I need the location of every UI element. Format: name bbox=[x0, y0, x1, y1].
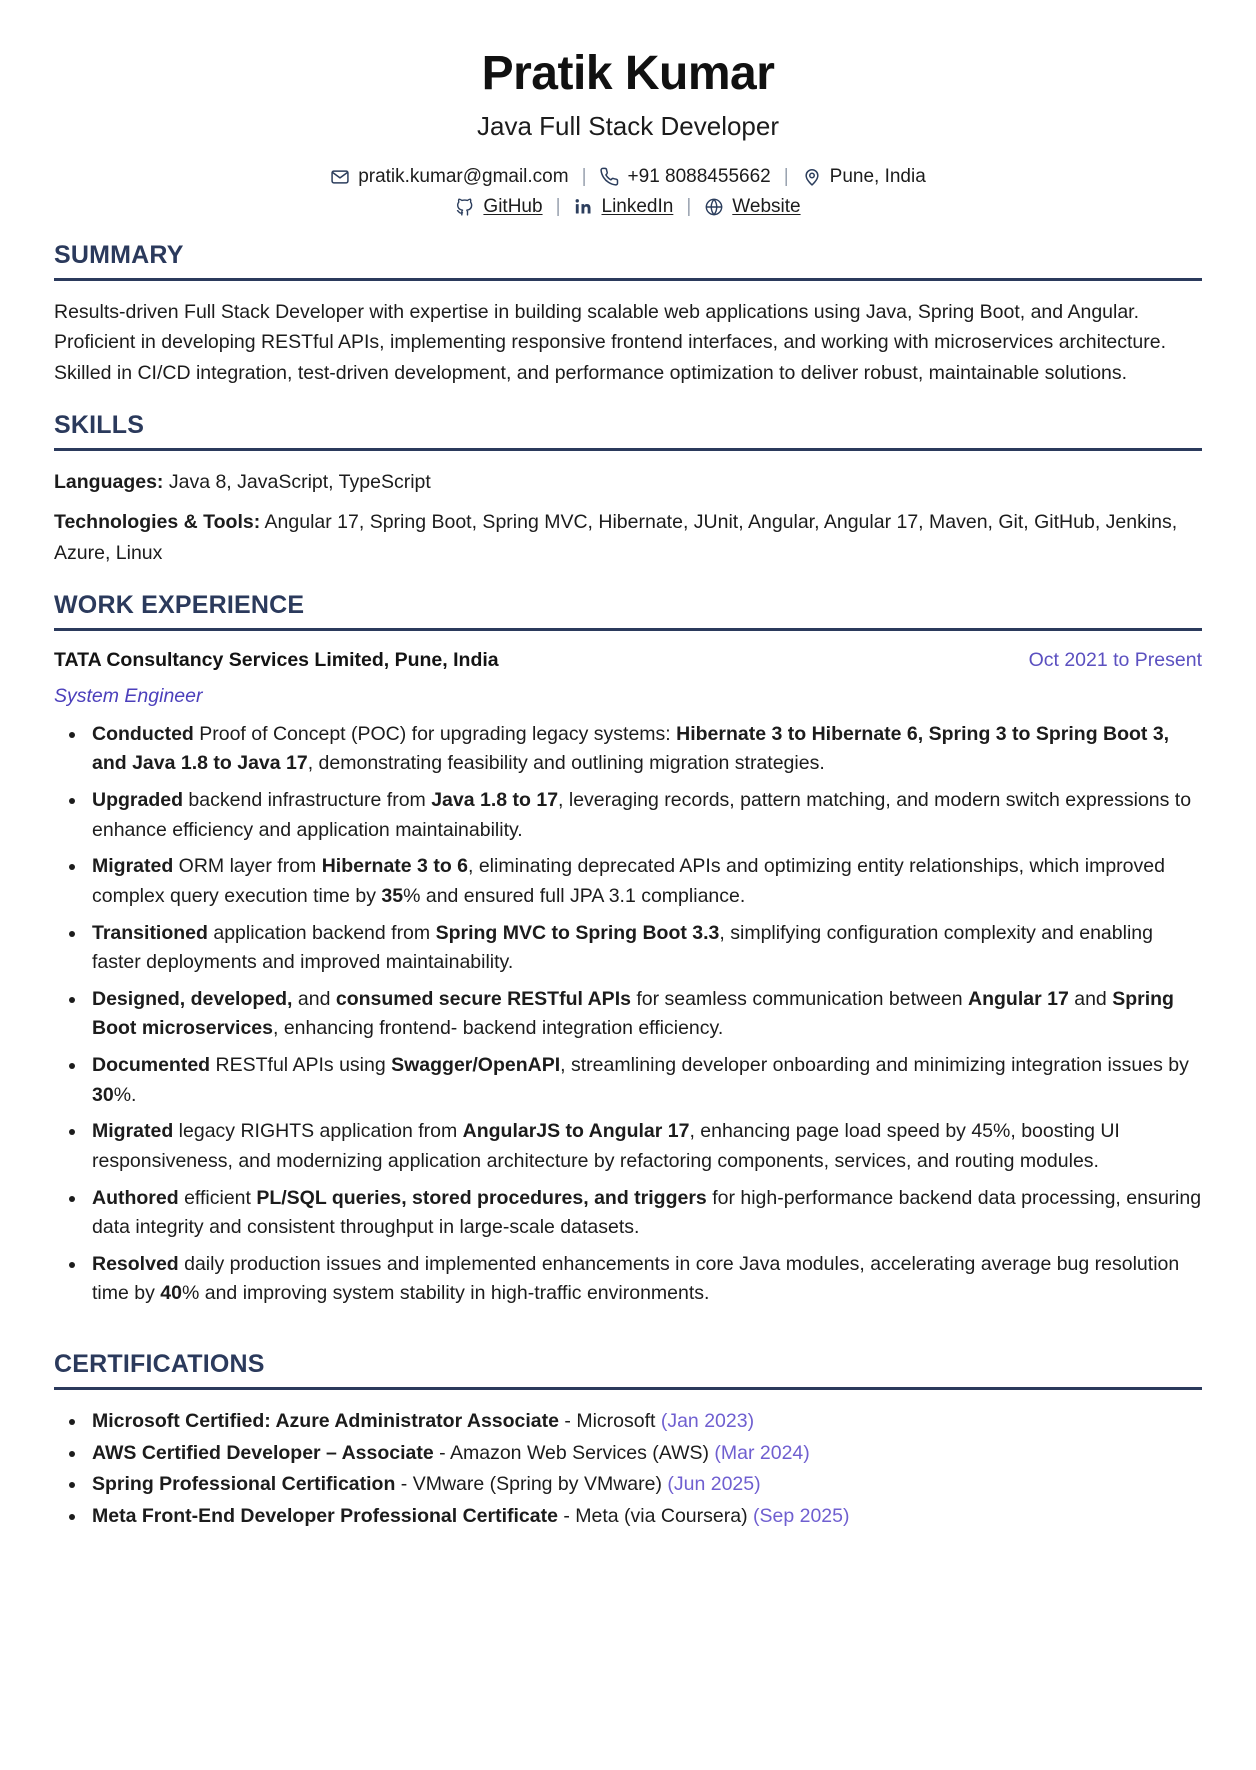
certification-date: (Jan 2023) bbox=[660, 1410, 755, 1433]
experience-bullet-list bbox=[54, 720, 1202, 1309]
bullet-text: RESTful APIs using bbox=[210, 1054, 392, 1077]
linkedin-icon bbox=[574, 197, 594, 217]
certification-name: Meta Front-End Developer Professional Certificate bbox=[92, 1504, 558, 1527]
bullet-emphasis: Hibernate 3 to Hibernate 6, Spring 3 to Spring Boot 3, and Java 1.8 to Java 17 bbox=[92, 722, 1170, 775]
link-linkedin[interactable] bbox=[574, 196, 674, 218]
bullet-text: and bbox=[1068, 987, 1113, 1010]
certifications-list bbox=[54, 1406, 1202, 1532]
bullet-emphasis: Documented bbox=[92, 1054, 211, 1077]
bullet-text: % and improving system stability in high-traffic environments. bbox=[181, 1282, 710, 1305]
bullet-text: Proof of Concept (POC) for upgrading legacy systems: bbox=[193, 722, 677, 745]
certification-issuer: - Microsoft bbox=[559, 1410, 661, 1433]
skills-label-technologies: Technologies & Tools: bbox=[54, 511, 261, 534]
bullet-emphasis: Java 1.8 to 17 bbox=[431, 789, 559, 812]
summary-divider bbox=[54, 278, 1202, 281]
bullet-emphasis: PL/SQL queries, stored procedures, and triggers bbox=[256, 1186, 707, 1209]
section-work-experience bbox=[54, 590, 1202, 1309]
certification-date: (Mar 2024) bbox=[714, 1441, 810, 1464]
bullet-emphasis: Conducted bbox=[92, 722, 194, 745]
experience-entry bbox=[54, 647, 1202, 1309]
contact-row bbox=[54, 162, 1202, 191]
bullet-text: application backend from bbox=[207, 921, 436, 944]
link-linkedin-label: LinkedIn bbox=[601, 195, 674, 217]
bullet-emphasis: Swagger/OpenAPI bbox=[391, 1054, 561, 1077]
bullet-text: , simplifying configuration complexity and enabling faster deployments and improved maintainability. bbox=[92, 921, 1153, 974]
bullet-text: , enhancing page load speed by 45%, boosting UI responsiveness, and modernizing application architecture by refactoring components, services, and routing modules. bbox=[92, 1120, 1120, 1172]
github-icon bbox=[455, 197, 475, 217]
certifications-divider bbox=[54, 1387, 1202, 1390]
contact-phone-label: +91 8088455662 bbox=[627, 166, 771, 188]
experience-role: System Engineer bbox=[54, 684, 203, 707]
bullet-text: backend infrastructure from bbox=[183, 789, 432, 812]
experience-bullet bbox=[86, 1250, 1202, 1309]
experience-company: TATA Consultancy Services Limited, Pune, India bbox=[54, 649, 499, 672]
bullet-text: for seamless communication between bbox=[630, 987, 969, 1010]
candidate-headline: Java Full Stack Developer bbox=[476, 111, 780, 142]
certification-item bbox=[86, 1469, 1202, 1501]
experience-bullet bbox=[86, 786, 1202, 845]
link-website-label: Website bbox=[732, 195, 801, 217]
bullet-text: %. bbox=[113, 1083, 137, 1106]
experience-bullet bbox=[86, 1051, 1202, 1110]
bullet-text: for high-performance backend data processing, ensuring data integrity and consistent throughput in large-scale datasets. bbox=[92, 1186, 1202, 1239]
experience-bullet bbox=[86, 919, 1202, 978]
bullet-emphasis: Angular 17 bbox=[968, 987, 1069, 1010]
bullet-emphasis: 40 bbox=[160, 1282, 182, 1305]
bullet-emphasis: Spring MVC to Spring Boot 3.3 bbox=[435, 921, 720, 944]
experience-bullet bbox=[86, 720, 1202, 779]
experience-bullet bbox=[86, 985, 1202, 1044]
link-website[interactable] bbox=[704, 196, 800, 218]
bullet-emphasis: 35 bbox=[381, 884, 404, 907]
contact-location bbox=[802, 162, 926, 191]
contact-separator-2: | bbox=[783, 166, 789, 188]
candidate-name: Pratik Kumar bbox=[481, 47, 775, 100]
bullet-text: daily production issues and implemented enhancements in core Java modules, accelerating average bug resolution time by bbox=[92, 1252, 1180, 1305]
bullet-text: % and ensured full JPA 3.1 compliance. bbox=[403, 884, 746, 907]
bullet-emphasis: consumed secure RESTful APIs bbox=[335, 987, 631, 1010]
certification-issuer: - Meta (via Coursera) bbox=[557, 1504, 753, 1527]
contact-separator: | bbox=[581, 166, 587, 188]
bullet-emphasis: Designed, developed, bbox=[92, 987, 293, 1010]
bullet-emphasis: AngularJS to Angular 17 bbox=[462, 1120, 690, 1143]
section-summary bbox=[54, 240, 1202, 388]
social-links-row bbox=[54, 196, 1202, 218]
bullet-text: , leveraging records, pattern matching, and modern switch expressions to enhance efficiency and application maintainability. bbox=[92, 789, 1192, 841]
bullet-emphasis: Transitioned bbox=[92, 921, 208, 944]
bullet-text: and bbox=[292, 987, 336, 1010]
link-separator-1: | bbox=[555, 195, 561, 217]
certification-item bbox=[86, 1406, 1202, 1438]
contact-email-label: pratik.kumar@gmail.com bbox=[358, 166, 569, 188]
certifications-heading: CERTIFICATIONS bbox=[54, 1350, 265, 1379]
link-github[interactable] bbox=[455, 196, 542, 218]
bullet-emphasis: Upgraded bbox=[92, 789, 184, 812]
envelope-icon bbox=[330, 167, 350, 187]
bullet-emphasis: Migrated bbox=[92, 855, 174, 878]
certification-date: (Jun 2025) bbox=[667, 1473, 761, 1496]
bullet-text: efficient bbox=[178, 1186, 257, 1209]
skills-heading: SKILLS bbox=[54, 411, 145, 440]
bullet-emphasis: Resolved bbox=[92, 1252, 179, 1275]
experience-bullet bbox=[86, 852, 1202, 911]
bullet-emphasis: 30 bbox=[92, 1083, 114, 1106]
experience-entry-header bbox=[54, 647, 1202, 674]
bullet-emphasis: Hibernate 3 to 6 bbox=[321, 855, 468, 878]
skills-value-languages: Java 8, JavaScript, TypeScript bbox=[168, 471, 431, 494]
phone-icon bbox=[600, 167, 620, 187]
certification-name: AWS Certified Developer – Associate bbox=[92, 1441, 434, 1464]
bullet-emphasis: Spring Boot microservices bbox=[92, 987, 1174, 1040]
link-separator-2: | bbox=[686, 195, 692, 217]
certification-issuer: - VMware (Spring by VMware) bbox=[395, 1473, 668, 1496]
experience-heading: WORK EXPERIENCE bbox=[54, 591, 305, 620]
bullet-text: , eliminating deprecated APIs and optimizing entity relationships, which improved complex query execution time by bbox=[92, 855, 1165, 907]
bullet-text: ORM layer from bbox=[173, 855, 322, 878]
contact-location-label: Pune, India bbox=[829, 166, 926, 188]
certification-date: (Sep 2025) bbox=[753, 1504, 850, 1527]
skills-label-languages: Languages: bbox=[54, 471, 164, 494]
certification-issuer: - Amazon Web Services (AWS) bbox=[433, 1441, 715, 1464]
skills-row-languages bbox=[54, 467, 1202, 497]
bullet-emphasis: Authored bbox=[92, 1186, 179, 1209]
map-pin-icon bbox=[802, 167, 822, 187]
experience-bullet bbox=[86, 1184, 1202, 1243]
contact-phone[interactable] bbox=[600, 162, 771, 191]
experience-divider bbox=[54, 628, 1202, 631]
bullet-emphasis: Migrated bbox=[92, 1120, 174, 1143]
summary-heading: SUMMARY bbox=[54, 240, 184, 269]
bullet-text: legacy RIGHTS application from bbox=[173, 1120, 463, 1143]
bullet-text: , enhancing frontend- backend integration efficiency. bbox=[273, 1017, 724, 1040]
resume-header bbox=[54, 46, 1202, 218]
globe-icon bbox=[704, 197, 724, 217]
skills-row-technologies bbox=[54, 507, 1202, 568]
section-skills bbox=[54, 410, 1202, 568]
skills-divider bbox=[54, 448, 1202, 451]
certification-name: Microsoft Certified: Azure Administrator Associate bbox=[92, 1410, 559, 1433]
summary-text: Results-driven Full Stack Developer with expertise in building scalable web applications using Java, Spring Boot, and Angular. Proficient in developing RESTful APIs, implementing responsive frontend interfaces, and working with microservices architecture. Skilled in CI/CD integration, test-driven development, and performance optimization to deliver robust, maintainable solutions. bbox=[54, 300, 1167, 384]
contact-email[interactable] bbox=[330, 162, 568, 191]
certification-name: Spring Professional Certification bbox=[92, 1473, 396, 1496]
experience-dates: Oct 2021 to Present bbox=[1028, 649, 1202, 672]
bullet-text: , demonstrating feasibility and outlining migration strategies. bbox=[307, 752, 825, 775]
bullet-text: , streamlining developer onboarding and minimizing integration issues by bbox=[560, 1054, 1189, 1077]
link-github-label: GitHub bbox=[483, 195, 543, 217]
experience-bullet bbox=[86, 1117, 1202, 1176]
section-certifications bbox=[54, 1349, 1202, 1532]
certification-item bbox=[86, 1501, 1202, 1533]
skills-value-technologies: Angular 17, Spring Boot, Spring MVC, Hibernate, JUnit, Angular, Angular 17, Maven, Git, GitHub, Jenkins, Azure, Linux bbox=[54, 511, 1178, 564]
certification-item bbox=[86, 1438, 1202, 1470]
